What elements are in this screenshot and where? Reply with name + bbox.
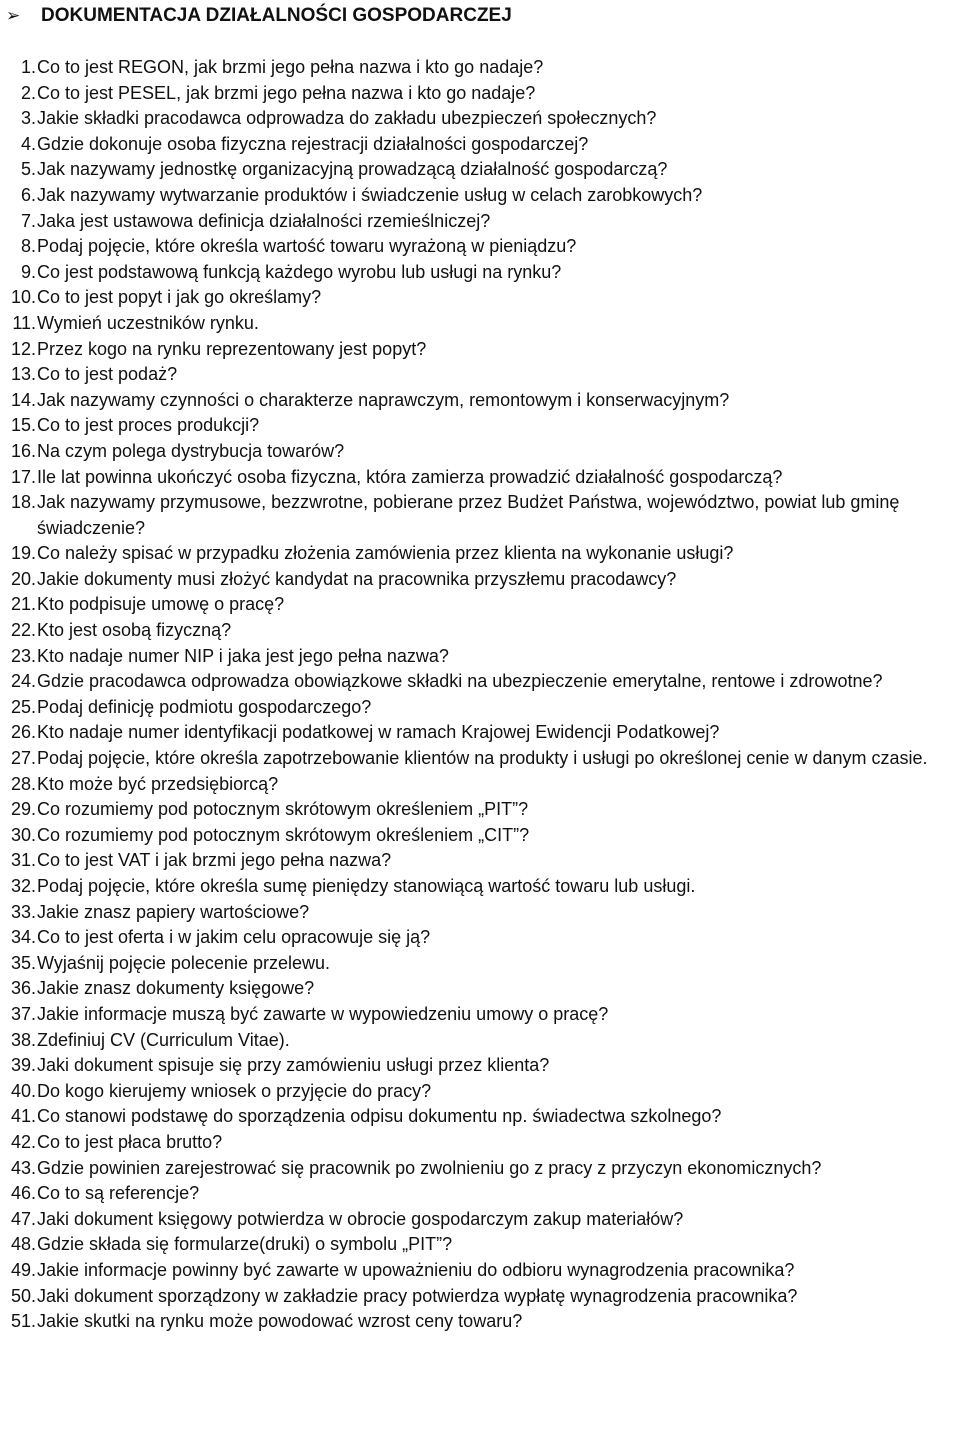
question-item (0, 388, 960, 414)
question-item (0, 1053, 960, 1079)
question-text: Jaki dokument księgowy potwierdza w obrocie gospodarczym zakup materiałów? (37, 1208, 684, 1229)
question-number: 42. (10, 1131, 36, 1152)
question-item (0, 81, 960, 107)
question-item (0, 106, 960, 132)
question-item (0, 669, 960, 695)
question-number: 10. (10, 287, 36, 308)
question-item (0, 1104, 960, 1130)
question-text: Gdzie powinien zarejestrować się pracownik po zwolnieniu go z pracy z przyczyn ekonomicznych? (37, 1157, 822, 1178)
question-number: 26. (10, 722, 36, 743)
question-item (0, 490, 960, 541)
question-item (0, 260, 960, 286)
question-item (0, 1002, 960, 1028)
question-text: Jakie informacje powinny być zawarte w upoważnieniu do odbioru wynagrodzenia pracownika? (37, 1259, 795, 1280)
question-item (0, 720, 960, 746)
question-item (0, 1232, 960, 1258)
question-text: Co to są referencje? (37, 1183, 200, 1204)
question-item (0, 951, 960, 977)
question-text: Jakie informacje muszą być zawarte w wypowiedzeniu umowy o pracę? (37, 1003, 609, 1024)
question-number: 2. (20, 82, 36, 103)
question-number: 36. (10, 978, 36, 999)
question-number: 23. (10, 645, 36, 666)
question-item (0, 234, 960, 260)
question-item (0, 1181, 960, 1207)
question-number: 22. (10, 620, 36, 641)
question-text: Co to jest VAT i jak brzmi jego pełna nazwa? (37, 850, 392, 871)
question-text: Co to jest podaż? (37, 364, 178, 385)
question-number: 17. (10, 466, 36, 487)
question-number: 30. (10, 824, 36, 845)
question-text: Na czym polega dystrybucja towarów? (37, 440, 345, 461)
question-number: 9. (20, 261, 36, 282)
question-number: 8. (20, 236, 36, 257)
question-text: Jaki dokument sporządzony w zakładzie pracy potwierdza wypłatę wynagrodzenia pracownika? (37, 1285, 798, 1306)
question-number: 49. (10, 1259, 36, 1280)
question-text: Gdzie dokonuje osoba fizyczna rejestracji działalności gospodarczej? (37, 133, 589, 154)
document-title: DOKUMENTACJA DZIAŁALNOŚCI GOSPODARCZEJ (41, 5, 512, 26)
question-item (0, 1130, 960, 1156)
question-text: Zdefiniuj CV (Curriculum Vitae). (37, 1029, 290, 1050)
question-number: 39. (10, 1055, 36, 1076)
question-number: 11. (12, 312, 36, 333)
question-text: Jak nazywamy przymusowe, bezzwrotne, pobierane przez Budżet Państwa, województwo, powiat lub gminę świadczenie? (37, 492, 900, 538)
question-item (0, 209, 960, 235)
question-text: Co to jest REGON, jak brzmi jego pełna nazwa i kto go nadaje? (37, 57, 544, 77)
question-item (0, 541, 960, 567)
question-number: 51. (10, 1311, 36, 1332)
question-text: Co to jest oferta i w jakim celu opracowuje się ją? (37, 927, 431, 948)
question-text: Jaka jest ustawowa definicja działalności rzemieślniczej? (37, 210, 491, 231)
question-item (0, 1258, 960, 1284)
question-text: Podaj pojęcie, które określa wartość towaru wyrażoną w pieniądzu? (37, 236, 577, 257)
question-text: Gdzie składa się formularze(druki) o symbolu „PIT”? (37, 1234, 453, 1255)
question-item (0, 413, 960, 439)
question-item (0, 157, 960, 183)
question-item (0, 1284, 960, 1310)
question-number: 41. (10, 1106, 36, 1127)
question-number: 5. (20, 159, 36, 180)
question-number: 6. (20, 184, 36, 205)
question-number: 46. (10, 1183, 36, 1204)
question-text: Jakie znasz dokumenty księgowe? (37, 978, 315, 999)
question-number: 4. (20, 133, 36, 154)
question-text: Co to jest proces produkcji? (37, 415, 260, 436)
question-number: 47. (10, 1208, 36, 1229)
question-text: Kto może być przedsiębiorcą? (37, 773, 279, 794)
question-item (0, 925, 960, 951)
question-number: 40. (10, 1080, 36, 1101)
question-item (0, 823, 960, 849)
question-text: Co to jest płaca brutto? (37, 1131, 223, 1152)
question-text: Jakie skutki na rynku może powodować wzrost ceny towaru? (37, 1311, 523, 1332)
arrow-right-bullet-icon: ➢ (6, 6, 21, 25)
question-number: 37. (10, 1003, 36, 1024)
question-number: 16. (10, 440, 36, 461)
question-item (0, 900, 960, 926)
question-text: Kto podpisuje umowę o pracę? (37, 594, 285, 615)
question-number: 31. (10, 850, 36, 871)
question-item (0, 337, 960, 363)
question-item (0, 1079, 960, 1105)
question-number: 20. (10, 568, 36, 589)
question-item (0, 618, 960, 644)
question-item (0, 465, 960, 491)
question-number: 19. (10, 543, 36, 564)
question-item (0, 567, 960, 593)
question-text: Kto nadaje numer identyfikacji podatkowej w ramach Krajowej Ewidencji Podatkowej? (37, 722, 720, 743)
question-number: 32. (10, 876, 36, 896)
question-item (0, 797, 960, 823)
question-text: Kto jest osobą fizyczną? (37, 620, 232, 641)
question-number: 34. (10, 927, 36, 948)
question-number: 33. (10, 901, 36, 922)
question-text: Jak nazywamy jednostkę organizacyjną prowadzącą działalność gospodarczą? (37, 159, 668, 180)
question-item (0, 311, 960, 337)
question-item (0, 1309, 960, 1335)
question-item (0, 183, 960, 209)
question-item (0, 976, 960, 1002)
question-number: 21. (10, 594, 36, 615)
question-number: 28. (10, 773, 36, 794)
question-item (0, 1028, 960, 1054)
question-item (0, 362, 960, 388)
question-item (0, 592, 960, 618)
question-item (0, 132, 960, 158)
question-text: Przez kogo na rynku reprezentowany jest popyt? (37, 338, 427, 359)
question-text: Jaki dokument spisuje się przy zamówieniu usługi przez klienta? (37, 1055, 550, 1076)
question-number: 3. (20, 108, 36, 129)
question-text: Podaj pojęcie, które określa sumę pieniędzy stanowiącą wartość towaru lub usługi. (37, 876, 696, 896)
question-number: 48. (10, 1234, 36, 1255)
question-number: 1. (20, 57, 36, 77)
question-number: 15. (10, 415, 36, 436)
question-text: Co stanowi podstawę do sporządzenia odpisu dokumentu np. świadectwa szkolnego? (37, 1106, 722, 1127)
question-item (0, 1207, 960, 1233)
question-number: 27. (10, 748, 36, 769)
question-number: 38. (10, 1029, 36, 1050)
question-text: Ile lat powinna ukończyć osoba fizyczna, która zamierza prowadzić działalność gospodarczą? (37, 466, 783, 487)
question-number: 18. (10, 492, 36, 513)
question-item (0, 644, 960, 670)
question-number: 43. (10, 1157, 36, 1178)
question-text: Co to jest PESEL, jak brzmi jego pełna nazwa i kto go nadaje? (37, 82, 536, 103)
question-text: Co rozumiemy pod potocznym skrótowym określeniem „CIT”? (37, 824, 530, 845)
question-item (0, 746, 960, 772)
question-item (0, 874, 960, 900)
question-number: 7. (20, 210, 36, 231)
question-text: Co to jest popyt i jak go określamy? (37, 287, 322, 308)
question-text: Co jest podstawową funkcją każdego wyrobu lub usługi na rynku? (37, 261, 562, 282)
question-text: Jak nazywamy czynności o charakterze naprawczym, remontowym i konserwacyjnym? (37, 389, 730, 410)
question-text: Wymień uczestników rynku. (37, 312, 259, 333)
question-text: Podaj pojęcie, które określa zapotrzebowanie klientów na produkty i usługi po określonej cenie w danym czasie. (37, 748, 928, 769)
question-text: Jakie dokumenty musi złożyć kandydat na pracownika przyszłemu pracodawcy? (37, 568, 677, 589)
question-text: Co należy spisać w przypadku złożenia zamówienia przez klienta na wykonanie usługi? (37, 543, 734, 564)
document-heading (6, 4, 512, 28)
question-item (0, 772, 960, 798)
question-item (0, 55, 960, 81)
question-text: Jakie składki pracodawca odprowadza do zakładu ubezpieczeń społecznych? (37, 108, 657, 129)
question-text: Jakie znasz papiery wartościowe? (37, 901, 310, 922)
question-number: 50. (10, 1285, 36, 1306)
question-text: Do kogo kierujemy wniosek o przyjęcie do pracy? (37, 1080, 432, 1101)
question-text: Podaj definicję podmiotu gospodarczego? (37, 696, 372, 717)
question-item (0, 1156, 960, 1182)
question-number: 12. (10, 338, 36, 359)
question-text: Co rozumiemy pod potocznym skrótowym określeniem „PIT”? (37, 799, 529, 820)
question-text: Gdzie pracodawca odprowadza obowiązkowe składki na ubezpieczenie emerytalne, rentowe i zdrowotne? (37, 671, 883, 692)
question-number: 35. (10, 952, 36, 973)
question-list (0, 55, 960, 1335)
question-text: Jak nazywamy wytwarzanie produktów i świadczenie usług w celach zarobkowych? (37, 184, 703, 205)
question-number: 29. (10, 799, 36, 820)
question-number: 14. (10, 389, 36, 410)
question-item (0, 695, 960, 721)
question-text: Kto nadaje numer NIP i jaka jest jego pełna nazwa? (37, 645, 449, 666)
question-number: 13. (10, 364, 36, 385)
question-text: Wyjaśnij pojęcie polecenie przelewu. (37, 952, 330, 973)
question-number: 24. (10, 671, 36, 692)
question-item (0, 439, 960, 465)
question-item (0, 848, 960, 874)
question-number: 25. (10, 696, 36, 717)
question-item (0, 285, 960, 311)
